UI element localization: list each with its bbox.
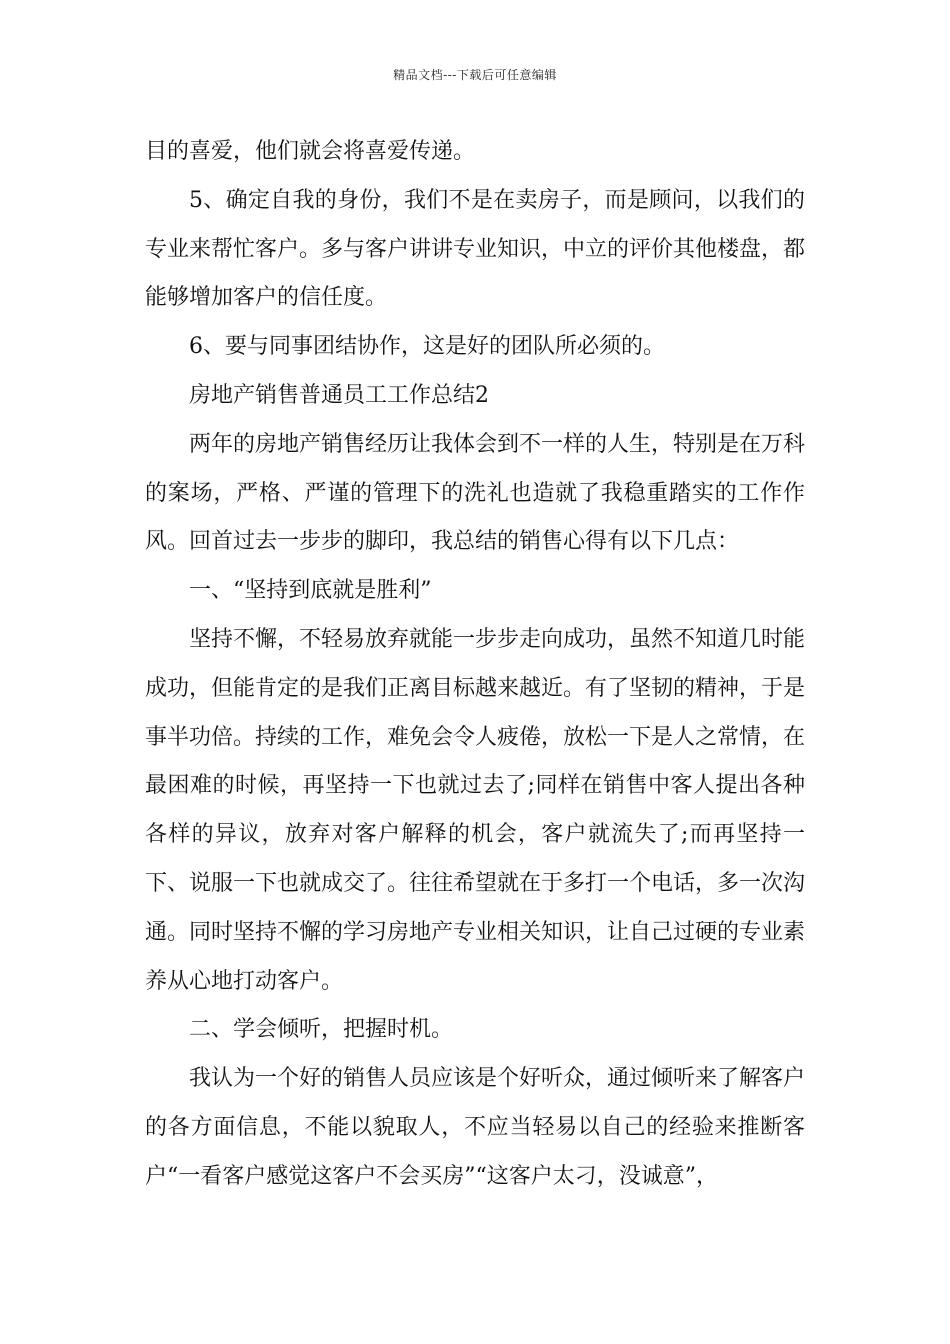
paragraph-listening: 我认为一个好的销售人员应该是个好听众，通过倾听来了解客户的各方面信息，不能以貌取人，不应当轻易以自己的经验来推断客户“一看客户感觉这客户不会买房”“这客户太刁，没诚意”， bbox=[145, 1066, 806, 1189]
paragraph-continuation: 目的喜爱，他们就会将喜爱传递。 bbox=[145, 139, 476, 164]
heading-one: 一、“坚持到底就是胜利” bbox=[189, 578, 432, 604]
paragraph-intro: 两年的房地产销售经历让我体会到不一样的人生，特别是在万科的案场，严格、严谨的管理下的洗礼也造就了我稳重踏实的工作作风。回首过去一步步的脚印，我总结的销售心得有以下几点： bbox=[145, 431, 806, 555]
document-body bbox=[145, 128, 805, 1202]
heading-two: 二、学会倾听，把握时机。 bbox=[189, 1017, 454, 1043]
paragraph-point-6: 6、要与同事团结协作，这是好的团队所必须的。 bbox=[189, 334, 665, 360]
page-header: 精品文档---下载后可任意编辑 bbox=[393, 68, 557, 82]
paragraph-persistence: 坚持不懈，不轻易放弃就能一步步走向成功，虽然不知道几时能成功，但能肯定的是我们正离目标越来越近。有了坚韧的精神，于是事半功倍。持续的工作，难免会令人疲倦，放松一下是人之常情，在最困难的时候，再坚持一下也就过去了;同样在销售中客人提出各种各样的异议，放弃对客户解释的机会，客户就流失了;而再坚持一下、说服一下也就成交了。往往希望就在于多打一个电话，多一次沟通。同时坚持不懈的学习房地产专业相关知识，让自己过硬的专业素养从心地打动客户。 bbox=[145, 626, 806, 994]
section-title: 房地产销售普通员工工作总结2 bbox=[189, 382, 489, 408]
paragraph-point-5: 5、确定自我的身份，我们不是在卖房子，而是顾问，以我们的专业来帮忙客户。多与客户讲讲专业知识，中立的评价其他楼盘，都能够增加客户的信任度。 bbox=[145, 187, 806, 311]
